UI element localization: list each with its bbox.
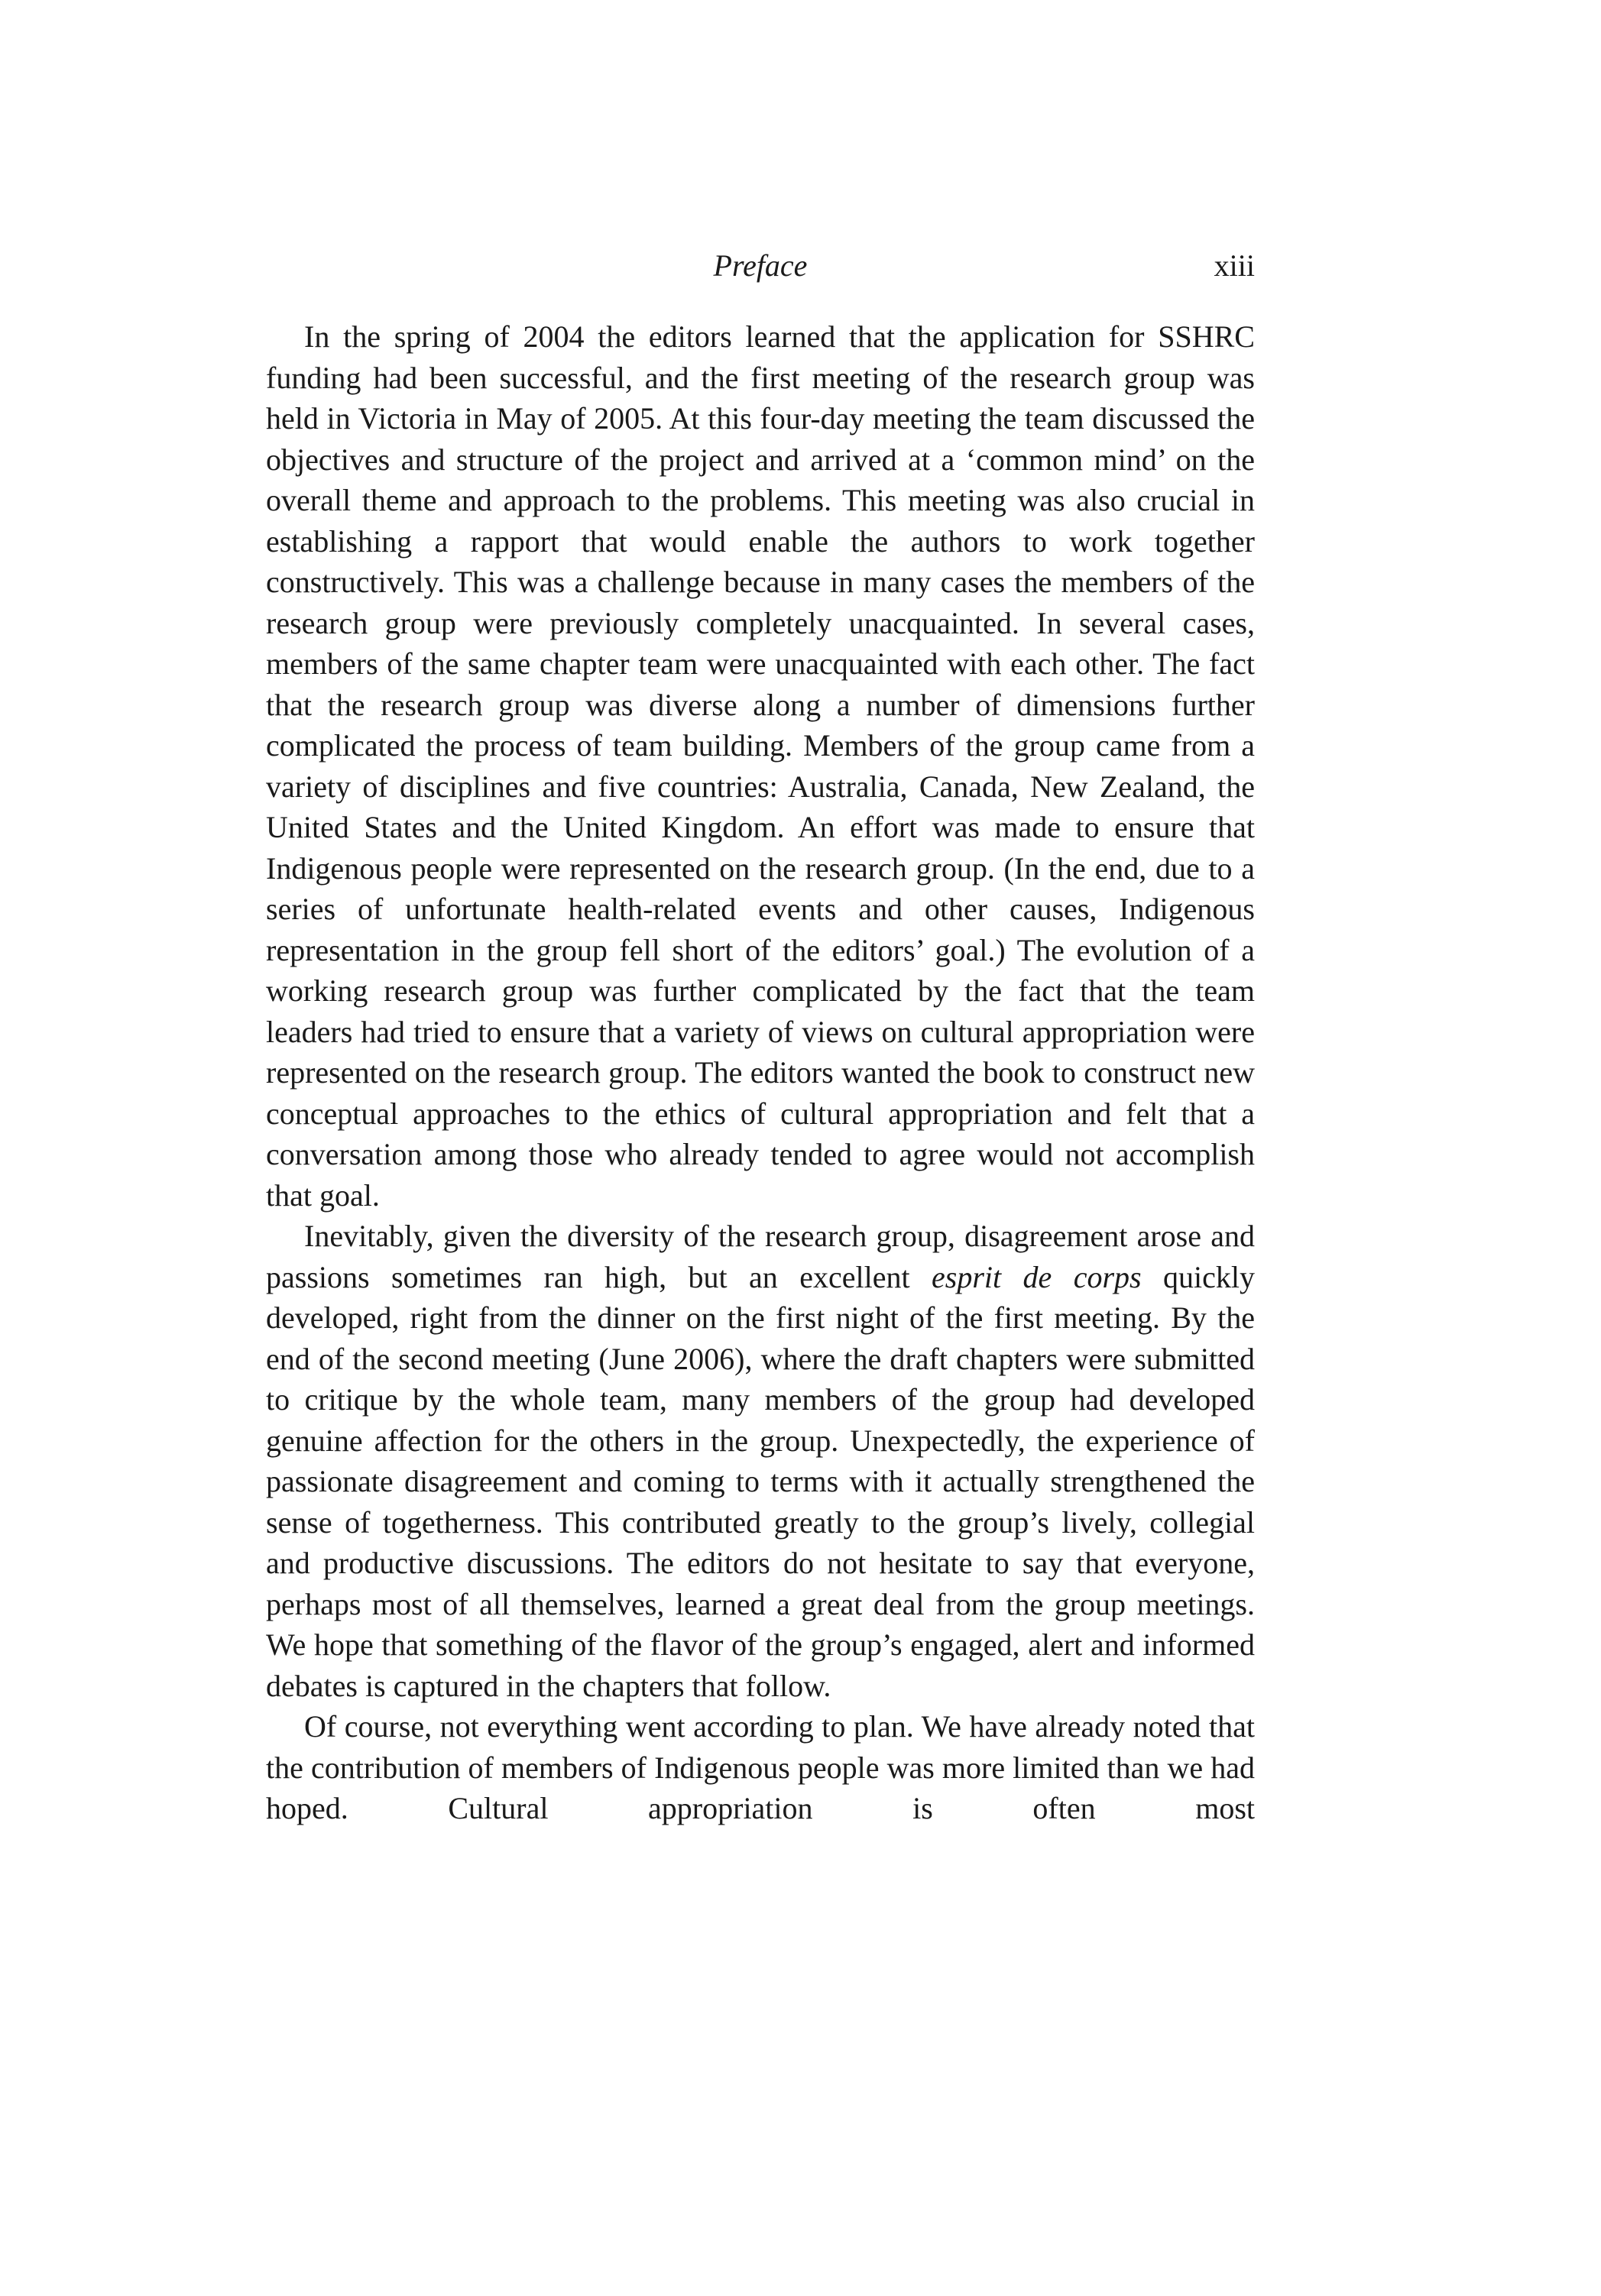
page-number: xiii <box>1214 248 1255 283</box>
running-title: Preface <box>713 248 808 283</box>
body-text <box>266 316 1255 1829</box>
paragraph-2-rest: quickly developed, right from the dinner on the first night of the first meeting. By the end of the second meeting (June 2006), where the draft chapters were submitted to critique by the whole team, many members of the group had developed genuine affection for the others in the group. Unexpectedly, the experience of passionate disagreement and coming to terms with it actually strengthened the sense of togetherness. This contributed greatly to the group’s lively, collegial and productive discussions. The editors do not hesitate to say that everyone, perhaps most of all themselves, learned a great deal from the group meetings. We hope that something of the flavor of the group’s engaged, alert and informed debates is captured in the chapters that follow. <box>266 1259 1255 1703</box>
paragraph-1: In the spring of 2004 the editors learned that the application for SSHRC funding had been successful, and the first meeting of the research group was held in Victoria in May of 2005. At this four-day meeting the team discussed the objectives and structure of the project and arrived at a ‘common mind’ on the overall theme and approach to the problems. This meeting was also crucial in establishing a rapport that would enable the authors to work together constructively. This was a challenge because in many cases the members of the research group were previously completely unacquainted. In several cases, members of the same chapter team were unacquainted with each other. The fact that the research group was diverse along a number of dimensions further complicated the process of team building. Members of the group came from a variety of disciplines and five countries: Australia, Canada, New Zealand, the United States and the United Kingdom. An effort was made to ensure that Indigenous people were represented on the research group. (In the end, due to a series of unfortunate health-related events and other causes, Indigenous representation in the group fell short of the editors’ goal.) The evolution of a working research group was further complicated by the fact that the team leaders had tried to ensure that a variety of views on cultural appropriation were represented on the research group. The editors wanted the book to construct new conceptual approaches to the ethics of cultural appropriation and felt that a conversation among those who already tended to agree would not accomplish that goal. <box>266 319 1255 1213</box>
italic-phrase: esprit de corps <box>932 1259 1142 1294</box>
paragraph-3: Of course, not everything went according to plan. We have already noted that the contribution of members of Indigenous people was more limited than we had hoped. Cultural appropriation is often most <box>266 1709 1255 1825</box>
paragraph-2-start: Inevitably, given the diversity of the research group, disagreement arose and passions sometimes ran high, but an excellent <box>266 1219 1255 1294</box>
running-head <box>266 243 1255 289</box>
paragraph-2 <box>266 1216 1255 1706</box>
